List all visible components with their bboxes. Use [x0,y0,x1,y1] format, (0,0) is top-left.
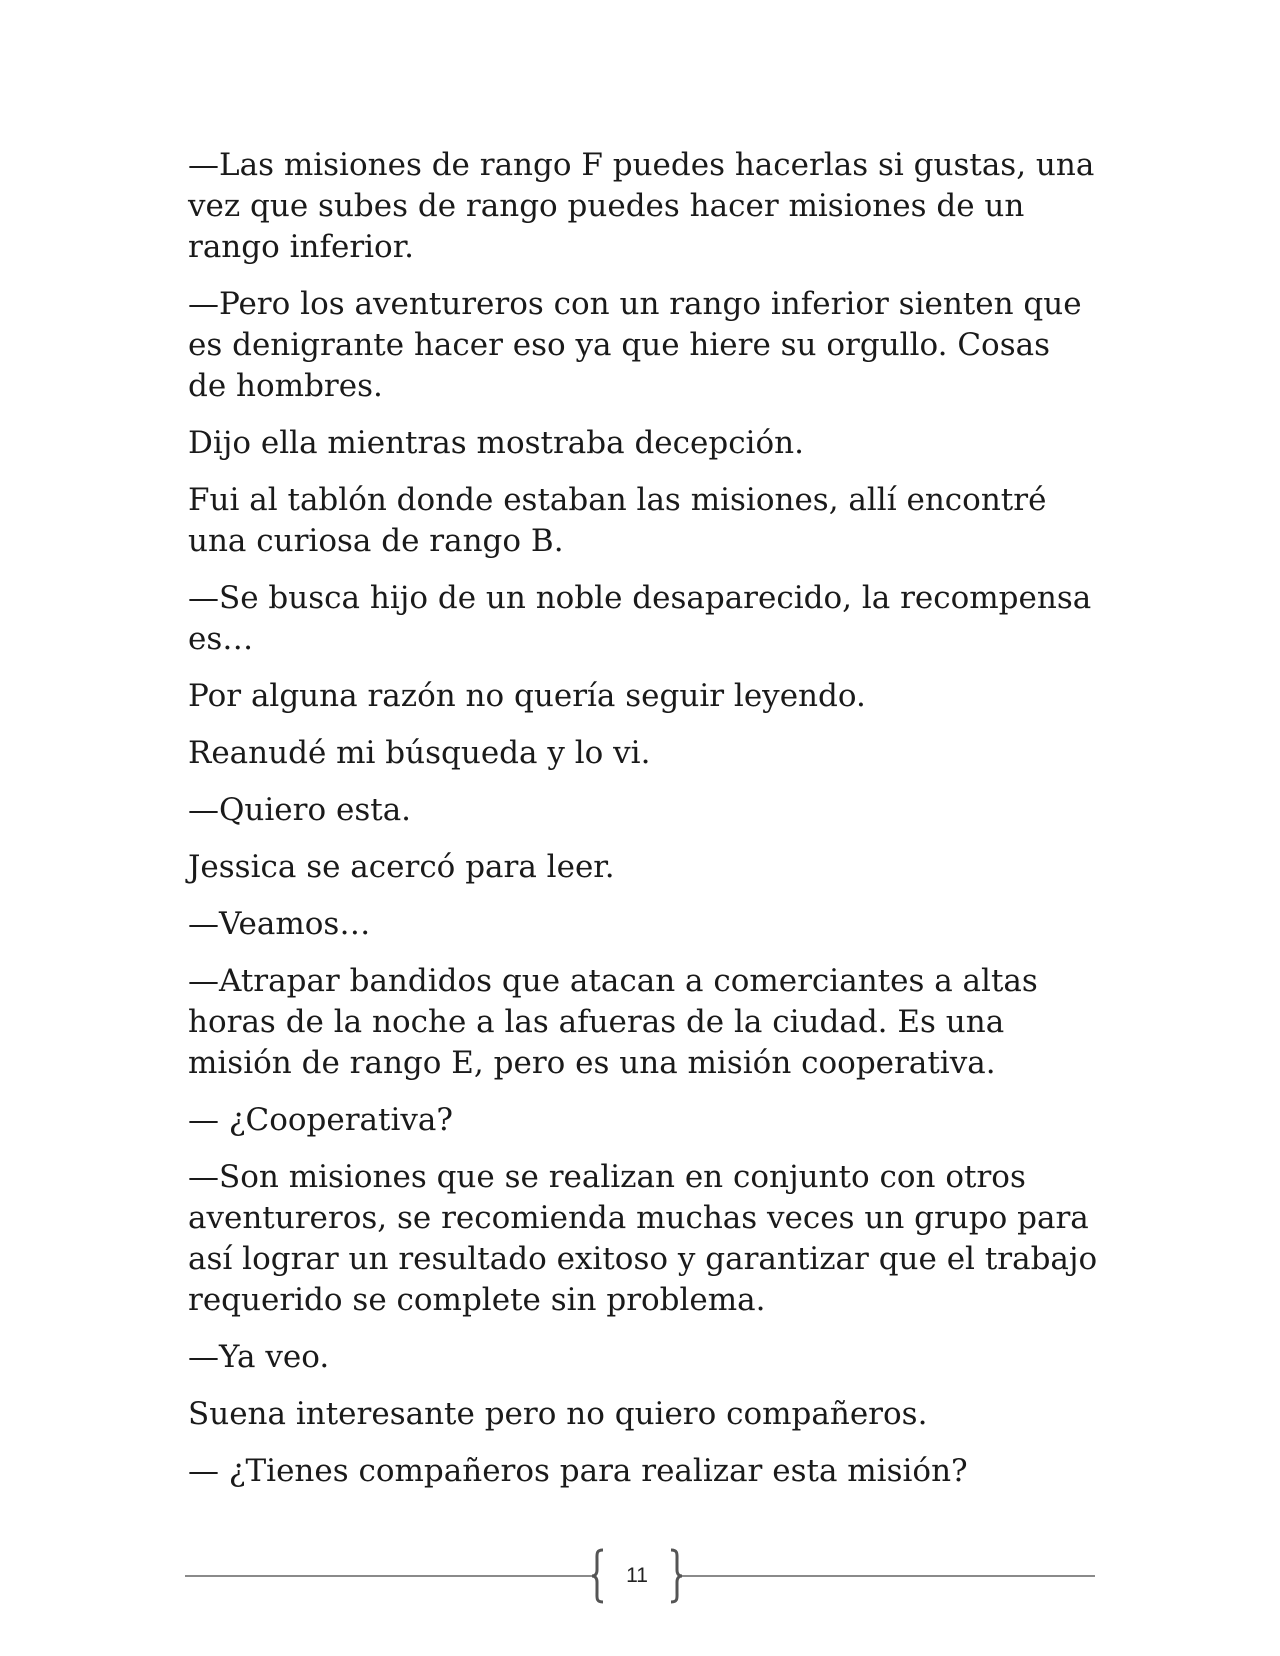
paragraph: Fui al tablón donde estaban las misiones, allí encontré una curiosa de rango B. [188,482,1047,559]
paragraph: —Ya veo. [188,1339,330,1375]
paragraph: Suena interesante pero no quiero compañeros. [188,1396,928,1432]
footer-rule-right [682,1575,1095,1577]
paragraph: — ¿Tienes compañeros para realizar esta misión? [188,1453,968,1489]
paragraph: —Veamos… [188,906,371,942]
paragraph: —Quiero esta. [188,792,412,828]
paragraph: Dijo ella mientras mostraba decepción. [188,425,804,461]
page-footer [185,1548,1095,1604]
page-number: 11 [626,1564,648,1587]
paragraph: —Las misiones de rango F puedes hacerlas si gustas, una vez que subes de rango puedes hacer misiones de un rango inferior. [188,147,1095,265]
paragraph: —Atrapar bandidos que atacan a comerciantes a altas horas de la noche a las afueras de la ciudad. Es una misión de rango E, pero es una misión cooperativa. [188,963,1038,1081]
paragraph: Por alguna razón no quería seguir leyendo. [188,678,866,714]
footer-rule-left [185,1575,592,1577]
paragraph: Reanudé mi búsqueda y lo vi. [188,735,651,771]
paragraph: — ¿Cooperativa? [188,1102,453,1138]
body-text [188,145,1098,1508]
paragraph: —Son misiones que se realizan en conjunto con otros aventureros, se recomienda muchas veces un grupo para así lograr un resultado exitoso y garantizar que el trabajo requerido se complete sin problema. [188,1159,1098,1318]
paragraph: —Se busca hijo de un noble desaparecido, la recompensa es… [188,580,1092,657]
paragraph: Jessica se acercó para leer. [188,849,615,885]
paragraph: —Pero los aventureros con un rango inferior sienten que es denigrante hacer eso ya que hiere su orgullo. Cosas de hombres. [188,286,1082,404]
